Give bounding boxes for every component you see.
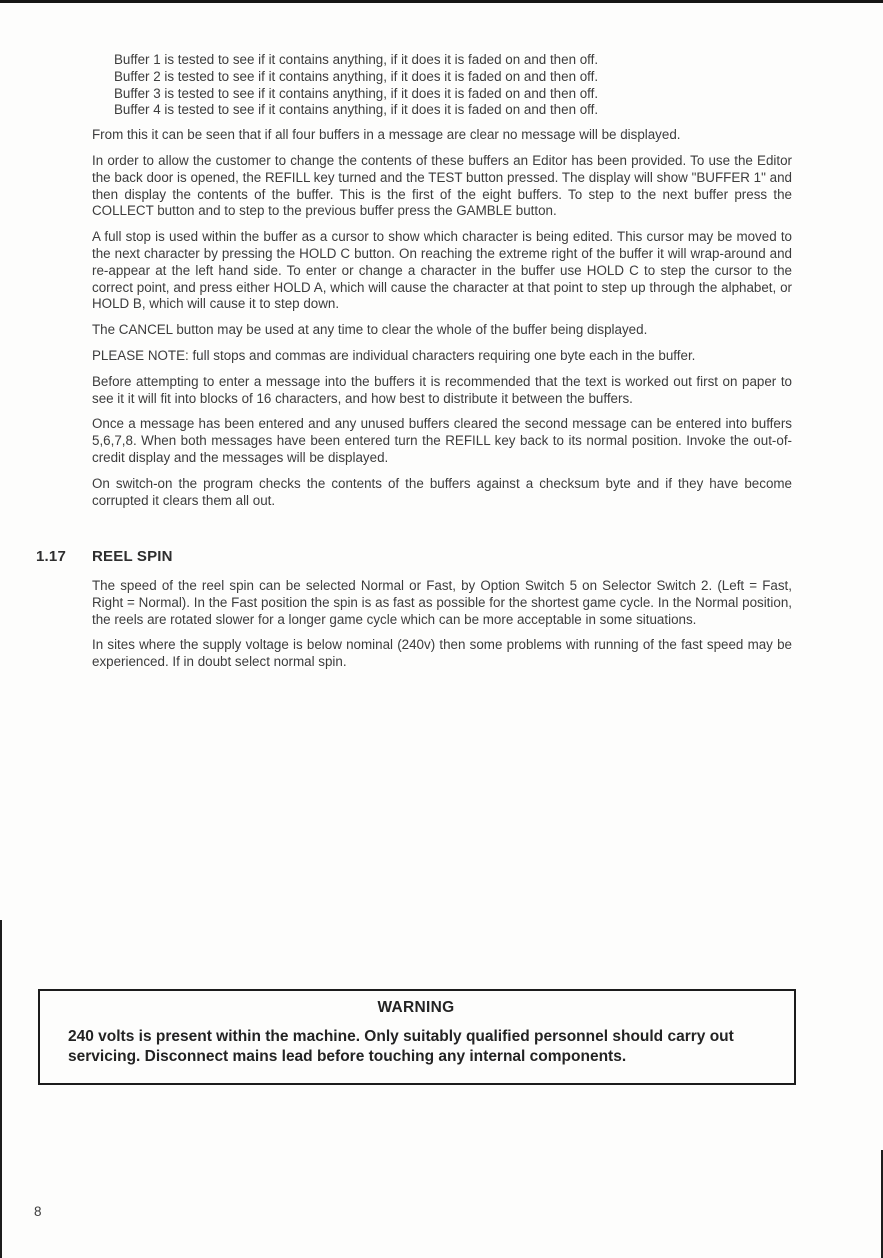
warning-body: 240 volts is present within the machine. Only suitably qualified personnel should carry out servicing. Disconnect mains lead before touching any internal components. <box>68 1028 734 1065</box>
section-number: 1.17 <box>36 548 66 565</box>
paragraph: A full stop is used within the buffer as a cursor to show which character is being edited. This cursor may be moved to the next character by pressing the HOLD C button. On reaching the extreme right of the buffer it will wrap-around and re-appear at the left hand side. To enter or change a character in the buffer use HOLD C to step the cursor to the correct point, and press either HOLD A, which will cause the character at that point to step up through the alphabet, or HOLD B, which will cause it to step down. <box>92 229 792 312</box>
page-number: 8 <box>34 1204 42 1219</box>
paragraph: The CANCEL button may be used at any time to clear the whole of the buffer being displayed. <box>92 322 648 338</box>
paragraph: On switch-on the program checks the contents of the buffers against a checksum byte and if they have become corrupted it clears them all out. <box>92 475 792 508</box>
scan-artifact-left <box>0 920 2 1258</box>
section-heading <box>36 548 173 565</box>
buffer-test-list <box>114 52 792 119</box>
buffer-test-line: Buffer 4 is tested to see if it contains anything, if it does it is faded on and then off. <box>114 102 599 118</box>
paragraph: The speed of the reel spin can be selected Normal or Fast, by Option Switch 5 on Selector Switch 2. (Left = Fast, Right = Normal). In the Fast position the spin is as fast as possible for the shortest game cycle. In the Normal position, the reels are rotated slower for a longer game cycle which can be more acceptable in some situations. <box>92 578 792 627</box>
section-title: REEL SPIN <box>92 548 173 565</box>
buffer-test-line: Buffer 3 is tested to see if it contains anything, if it does it is faded on and then off. <box>114 85 599 101</box>
paragraph: Before attempting to enter a message into the buffers it is recommended that the text is worked out first on paper to see it it will fit into blocks of 16 characters, and how best to distribute it between the buffers. <box>92 373 792 406</box>
warning-title: WARNING <box>377 999 455 1016</box>
body-text-column <box>92 52 792 518</box>
paragraph: In order to allow the customer to change the contents of these buffers an Editor has been provided. To use the Editor the back door is opened, the REFILL key turned and the TEST button pressed. The display will show "BUFFER 1" and then display the contents of the buffer. This is the first of the eight buffers. To step to the next buffer press the COLLECT button and to step to the previous buffer press the GAMBLE button. <box>92 152 792 219</box>
section-body <box>92 578 792 680</box>
paragraph: Once a message has been entered and any unused buffers cleared the second message can be entered into buffers 5,6,7,8. When both messages have been entered turn the REFILL key back to its normal position. Invoke the out-of-credit display and the messages will be displayed. <box>92 416 792 465</box>
scan-artifact-top <box>0 0 883 3</box>
buffer-test-line: Buffer 2 is tested to see if it contains anything, if it does it is faded on and then off. <box>114 68 599 84</box>
paragraph: In sites where the supply voltage is below nominal (240v) then some problems with running of the fast speed may be experienced. If in doubt select normal spin. <box>92 637 792 670</box>
paragraph: PLEASE NOTE: full stops and commas are individual characters requiring one byte each in the buffer. <box>92 347 696 363</box>
warning-box <box>38 989 796 1085</box>
buffer-test-line: Buffer 1 is tested to see if it contains anything, if it does it is faded on and then off. <box>114 52 599 67</box>
paragraph: From this it can be seen that if all four buffers in a message are clear no message will be displayed. <box>92 127 681 143</box>
